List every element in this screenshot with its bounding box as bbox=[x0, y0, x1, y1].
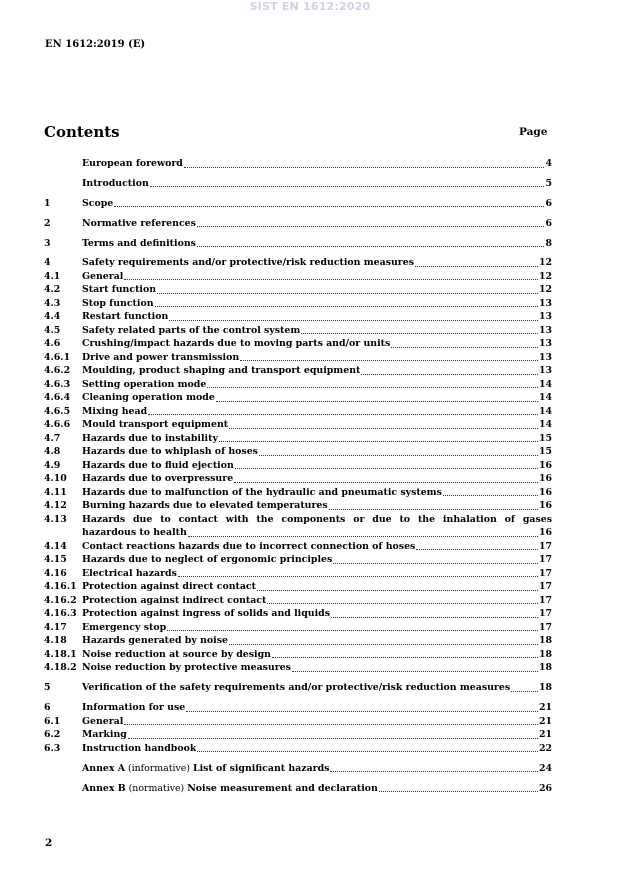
toc-entry-number: 5 bbox=[44, 682, 51, 694]
toc-entry[interactable] bbox=[44, 526, 552, 540]
toc-entry-page: 17 bbox=[538, 621, 552, 633]
toc-entry-title: Burning hazards due to elevated temperatures bbox=[82, 500, 328, 512]
toc-leader-dots bbox=[331, 617, 538, 618]
toc-entry-number: 4.6.4 bbox=[44, 392, 71, 404]
toc-leader-dots bbox=[267, 603, 538, 604]
toc-entry-number: 4.16.1 bbox=[44, 581, 77, 593]
toc-entry-number: 4.6.2 bbox=[44, 365, 71, 377]
toc-entry[interactable] bbox=[44, 715, 552, 729]
toc-entry-title: Annex A (informative) List of significant hazards bbox=[82, 762, 330, 774]
toc-entry-title: General bbox=[82, 270, 124, 282]
toc-entry-number: 4.10 bbox=[44, 473, 67, 485]
toc-entry-page: 13 bbox=[538, 324, 552, 336]
toc-entry-page: 21 bbox=[538, 729, 552, 741]
toc-leader-dots bbox=[361, 374, 538, 375]
toc-leader-dots bbox=[415, 266, 538, 267]
toc-leader-dots bbox=[197, 751, 538, 752]
toc-entry[interactable] bbox=[44, 459, 552, 473]
watermark: SIST EN 1612:2020 bbox=[249, 0, 371, 13]
toc-entry-title: Scope bbox=[82, 197, 114, 209]
toc-leader-dots bbox=[257, 590, 538, 591]
toc-entry-page: 14 bbox=[538, 378, 552, 390]
toc-entry[interactable] bbox=[44, 499, 552, 513]
toc-entry[interactable] bbox=[44, 701, 552, 715]
toc-entry-number: 4.15 bbox=[44, 554, 67, 566]
toc-leader-dots bbox=[114, 206, 544, 207]
toc-entry-page: 17 bbox=[538, 540, 552, 552]
toc-entry[interactable] bbox=[44, 594, 552, 608]
toc-entry-number: 4.5 bbox=[44, 324, 61, 336]
toc-leader-dots bbox=[391, 347, 538, 348]
page-column-label: Page bbox=[519, 126, 548, 138]
toc-leader-dots bbox=[207, 387, 538, 388]
toc-entry-number: 4.6.1 bbox=[44, 351, 71, 363]
toc-leader-dots bbox=[197, 226, 545, 227]
toc-leader-dots bbox=[169, 320, 538, 321]
toc-entry[interactable] bbox=[44, 256, 552, 270]
toc-entry[interactable] bbox=[44, 445, 552, 459]
toc-entry-page: 16 bbox=[538, 459, 552, 471]
toc-leader-dots bbox=[234, 482, 538, 483]
toc-entry-page: 14 bbox=[538, 405, 552, 417]
toc-entry-number: 4.17 bbox=[44, 621, 67, 633]
toc-entry-title: Hazards due to malfunction of the hydraulic and pneumatic systems bbox=[82, 486, 442, 498]
toc-entry-page: 13 bbox=[538, 351, 552, 363]
toc-entry-page: 16 bbox=[538, 473, 552, 485]
table-of-contents bbox=[44, 157, 552, 795]
toc-entry-title: Start function bbox=[82, 284, 157, 296]
toc-leader-dots bbox=[416, 549, 538, 550]
toc-leader-dots bbox=[219, 441, 538, 442]
toc-entry[interactable] bbox=[44, 432, 552, 446]
toc-entry-title: Stop function bbox=[82, 297, 154, 309]
toc-entry-number: 4.11 bbox=[44, 486, 67, 498]
document-id: EN 1612:2019 (E) bbox=[45, 39, 146, 50]
toc-leader-dots bbox=[443, 495, 538, 496]
toc-leader-dots bbox=[333, 563, 538, 564]
toc-entry-title: Emergency stop bbox=[82, 621, 167, 633]
toc-entry-page: 16 bbox=[538, 486, 552, 498]
toc-leader-dots bbox=[150, 186, 545, 187]
toc-entry-title: European foreword bbox=[82, 158, 183, 169]
toc-entry[interactable] bbox=[44, 237, 552, 251]
toc-entry-page: 18 bbox=[538, 682, 552, 694]
toc-leader-dots bbox=[128, 738, 538, 739]
toc-entry-title: Verification of the safety requirements and/or protective/risk reduction measures bbox=[82, 682, 511, 694]
toc-entry[interactable] bbox=[44, 324, 552, 338]
toc-entry[interactable] bbox=[44, 607, 552, 621]
toc-entry-page: 5 bbox=[545, 177, 552, 189]
toc-entry[interactable] bbox=[44, 217, 552, 231]
toc-leader-dots bbox=[184, 167, 545, 168]
toc-entry-title: Normative references bbox=[82, 217, 196, 229]
toc-entry-page: 14 bbox=[538, 419, 552, 431]
toc-entry-title: Terms and definitions bbox=[82, 237, 196, 249]
toc-entry-number: 4.16 bbox=[44, 567, 67, 579]
toc-leader-dots bbox=[148, 414, 538, 415]
toc-entry-title: Hazards due to neglect of ergonomic principles bbox=[82, 554, 333, 566]
toc-entry-page: 15 bbox=[538, 446, 552, 458]
toc-leader-dots bbox=[124, 724, 538, 725]
toc-entry-title: Protection against direct contact bbox=[82, 581, 256, 593]
toc-entry-title: Hazards due to instability bbox=[82, 432, 218, 444]
toc-entry-title: Restart function bbox=[82, 311, 169, 323]
toc-entry[interactable] bbox=[44, 364, 552, 378]
toc-entry-page: 12 bbox=[538, 284, 552, 296]
toc-leader-dots bbox=[240, 360, 538, 361]
toc-entry[interactable] bbox=[44, 405, 552, 419]
toc-entry-page: 22 bbox=[538, 742, 552, 754]
toc-entry[interactable] bbox=[44, 472, 552, 486]
toc-entry-number: 4.18.2 bbox=[44, 662, 77, 674]
toc-entry-title: Introduction bbox=[82, 177, 149, 189]
toc-entry-number: 4.13 bbox=[44, 513, 67, 525]
toc-entry[interactable] bbox=[44, 197, 552, 211]
toc-entry[interactable] bbox=[44, 648, 552, 662]
toc-leader-dots bbox=[511, 691, 538, 692]
toc-entry-number: 2 bbox=[44, 217, 51, 229]
toc-entry-title: Instruction handbook bbox=[82, 742, 197, 754]
toc-entry[interactable] bbox=[44, 283, 552, 297]
toc-entry-title: Information for use bbox=[82, 702, 186, 714]
toc-entry[interactable] bbox=[44, 681, 552, 695]
toc-leader-dots bbox=[188, 536, 538, 537]
toc-entry-title: Contact reactions hazards due to incorrect connection of hoses bbox=[82, 540, 416, 552]
toc-leader-dots bbox=[178, 576, 538, 577]
toc-entry-page: 15 bbox=[538, 432, 552, 444]
toc-entry-number: 4.2 bbox=[44, 284, 61, 296]
toc-entry-page: 14 bbox=[538, 392, 552, 404]
toc-entry-title: Mould transport equipment bbox=[82, 419, 229, 431]
toc-entry-page: 18 bbox=[538, 648, 552, 660]
toc-entry-title: Noise reduction by protective measures bbox=[82, 662, 291, 674]
toc-entry[interactable] bbox=[44, 310, 552, 324]
toc-leader-dots bbox=[155, 306, 538, 307]
toc-entry-number: 4.3 bbox=[44, 297, 61, 309]
toc-entry-page: 13 bbox=[538, 297, 552, 309]
toc-leader-dots bbox=[229, 644, 538, 645]
toc-entry-number: 4.18.1 bbox=[44, 648, 77, 660]
toc-entry-page: 21 bbox=[538, 702, 552, 714]
toc-entry-number: 6 bbox=[44, 702, 51, 714]
toc-entry-number: 4.18 bbox=[44, 635, 67, 647]
toc-entry[interactable] bbox=[44, 351, 552, 365]
toc-entry-page: 16 bbox=[538, 527, 552, 539]
toc-entry-number: 4.16.2 bbox=[44, 594, 77, 606]
footer-page-number: 2 bbox=[45, 837, 53, 849]
toc-entry-title: Electrical hazards bbox=[82, 567, 177, 579]
toc-entry-page: 17 bbox=[538, 567, 552, 579]
toc-entry-page: 17 bbox=[538, 594, 552, 606]
toc-leader-dots bbox=[216, 401, 538, 402]
toc-entry-number: 4.1 bbox=[44, 270, 61, 282]
toc-entry[interactable] bbox=[44, 418, 552, 432]
toc-entry-page: 18 bbox=[538, 662, 552, 674]
toc-leader-dots bbox=[235, 468, 538, 469]
toc-entry-title: Safety requirements and/or protective/risk reduction measures bbox=[82, 257, 414, 269]
toc-entry[interactable] bbox=[44, 728, 552, 742]
toc-entry-number: 4.4 bbox=[44, 311, 61, 323]
toc-entry[interactable] bbox=[44, 762, 552, 776]
toc-entry-number: 4.12 bbox=[44, 500, 67, 512]
toc-entry-number: 4 bbox=[44, 257, 51, 269]
toc-entry[interactable] bbox=[44, 177, 552, 191]
contents-heading: Contents bbox=[44, 123, 120, 141]
toc-leader-dots bbox=[272, 657, 538, 658]
toc-entry[interactable] bbox=[44, 567, 552, 581]
toc-entry-number: 4.14 bbox=[44, 540, 67, 552]
toc-entry-page: 26 bbox=[538, 782, 552, 794]
toc-entry-page: 4 bbox=[545, 158, 552, 169]
toc-entry-title: Annex B (normative) Noise measurement and declaration bbox=[82, 782, 378, 794]
toc-entry-title: hazardous to health bbox=[82, 527, 187, 539]
toc-entry-number: 6.1 bbox=[44, 715, 61, 727]
toc-entry-page: 12 bbox=[538, 257, 552, 269]
toc-entry-number: 6.2 bbox=[44, 729, 61, 741]
toc-leader-dots bbox=[197, 246, 545, 247]
toc-entry-page: 17 bbox=[538, 554, 552, 566]
toc-entry[interactable] bbox=[44, 580, 552, 594]
toc-entry-title: Moulding, product shaping and transport equipment bbox=[82, 365, 361, 377]
toc-leader-dots bbox=[330, 771, 538, 772]
toc-leader-dots bbox=[167, 630, 538, 631]
toc-entry[interactable] bbox=[44, 157, 552, 171]
toc-leader-dots bbox=[124, 279, 538, 280]
toc-entry-title: Drive and power transmission bbox=[82, 351, 240, 363]
toc-entry-title: Marking bbox=[82, 729, 127, 741]
toc-entry[interactable] bbox=[44, 553, 552, 567]
toc-entry-number: 4.6.5 bbox=[44, 405, 71, 417]
toc-entry[interactable] bbox=[44, 486, 552, 500]
toc-entry[interactable] bbox=[44, 634, 552, 648]
toc-entry-title: Protection against ingress of solids and liquids bbox=[82, 608, 330, 620]
toc-entry[interactable] bbox=[44, 297, 552, 311]
toc-entry-number: 6.3 bbox=[44, 742, 61, 754]
toc-entry-title: Crushing/impact hazards due to moving parts and/or units bbox=[82, 338, 391, 350]
toc-entry-title: Safety related parts of the control system bbox=[82, 324, 301, 336]
toc-entry-title: Hazards due to overpressure bbox=[82, 473, 234, 485]
toc-entry[interactable] bbox=[44, 621, 552, 635]
toc-entry-number: 4.6.3 bbox=[44, 378, 71, 390]
toc-leader-dots bbox=[301, 333, 538, 334]
toc-entry-page: 13 bbox=[538, 338, 552, 350]
toc-leader-dots bbox=[259, 455, 538, 456]
toc-entry-page: 21 bbox=[538, 715, 552, 727]
toc-entry-title: Setting operation mode bbox=[82, 378, 207, 390]
toc-entry-number: 4.8 bbox=[44, 446, 61, 458]
toc-entry-page: 6 bbox=[545, 197, 552, 209]
toc-entry[interactable] bbox=[44, 391, 552, 405]
toc-entry-title: Noise reduction at source by design bbox=[82, 648, 271, 660]
toc-entry-number: 4.9 bbox=[44, 459, 61, 471]
toc-entry[interactable] bbox=[44, 782, 552, 796]
toc-entry-page: 13 bbox=[538, 311, 552, 323]
toc-entry-number: 4.6 bbox=[44, 338, 61, 350]
toc-entry-title: Hazards due to fluid ejection bbox=[82, 459, 234, 471]
toc-leader-dots bbox=[329, 509, 538, 510]
toc-entry-page: 17 bbox=[538, 581, 552, 593]
toc-entry-number: 1 bbox=[44, 197, 51, 209]
toc-entry-number: 3 bbox=[44, 237, 51, 249]
toc-entry-number: 4.7 bbox=[44, 432, 61, 444]
toc-entry-page: 16 bbox=[538, 500, 552, 512]
toc-entry-title: Cleaning operation mode bbox=[82, 392, 215, 404]
toc-entry-number: 4.6.6 bbox=[44, 419, 71, 431]
toc-entry[interactable] bbox=[44, 513, 552, 527]
toc-entry-page: 18 bbox=[538, 635, 552, 647]
toc-leader-dots bbox=[292, 671, 538, 672]
toc-entry-title: Hazards due to whiplash of hoses bbox=[82, 446, 258, 458]
toc-leader-dots bbox=[229, 428, 538, 429]
toc-entry[interactable] bbox=[44, 742, 552, 756]
toc-leader-dots bbox=[157, 293, 538, 294]
toc-entry-page: 12 bbox=[538, 270, 552, 282]
toc-entry-title: Mixing head bbox=[82, 405, 148, 417]
toc-entry-title: Protection against indirect contact bbox=[82, 594, 267, 606]
toc-entry-title: Hazards due to contact with the components or due to the inhalation of gases bbox=[82, 513, 552, 525]
toc-entry[interactable] bbox=[44, 661, 552, 675]
toc-entry[interactable] bbox=[44, 337, 552, 351]
toc-entry-page: 24 bbox=[538, 762, 552, 774]
toc-entry[interactable] bbox=[44, 270, 552, 284]
toc-entry-title: General bbox=[82, 715, 124, 727]
toc-entry[interactable] bbox=[44, 378, 552, 392]
toc-leader-dots bbox=[186, 711, 538, 712]
toc-entry-page: 13 bbox=[538, 365, 552, 377]
toc-entry[interactable] bbox=[44, 540, 552, 554]
toc-entry-page: 8 bbox=[545, 237, 552, 249]
toc-entry-title: Hazards generated by noise bbox=[82, 635, 228, 647]
toc-entry-page: 17 bbox=[538, 608, 552, 620]
toc-leader-dots bbox=[379, 791, 538, 792]
toc-entry-number: 4.16.3 bbox=[44, 608, 77, 620]
toc-entry-page: 6 bbox=[545, 217, 552, 229]
